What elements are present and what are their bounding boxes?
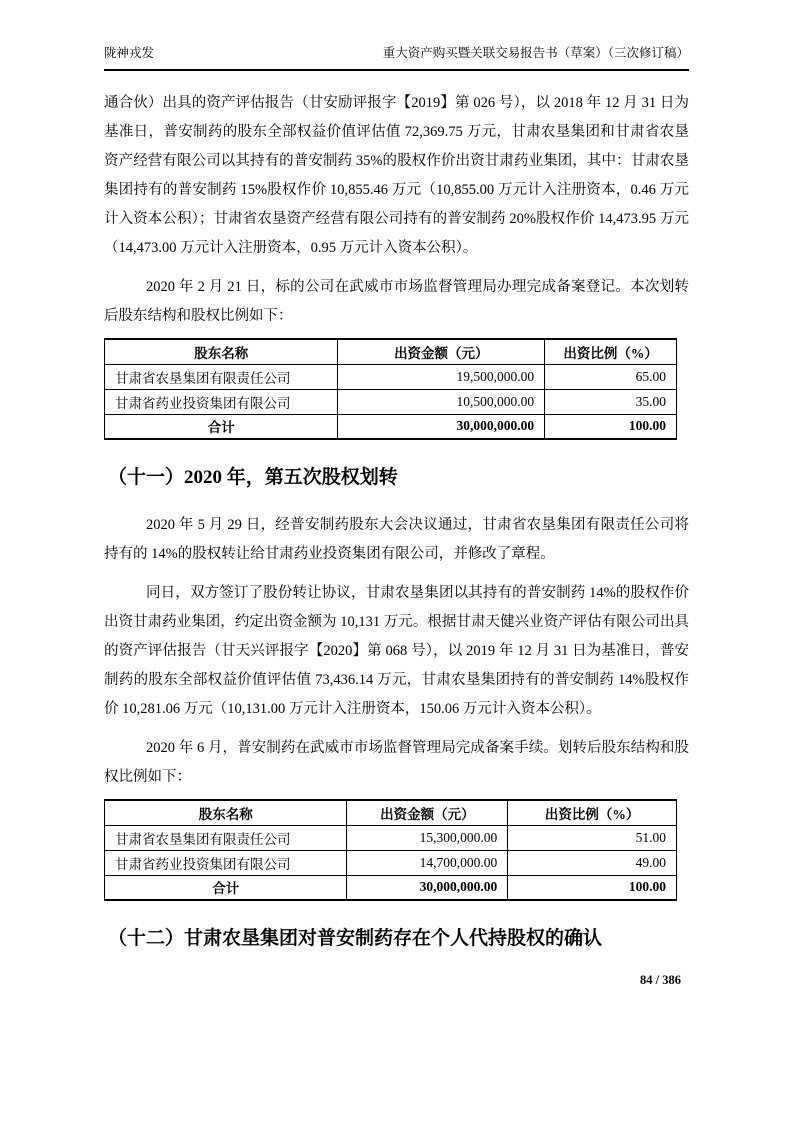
column-header-shareholder: 股东名称: [105, 800, 347, 825]
header-company-short-name: 陇神戎发: [104, 46, 155, 60]
shareholder-name: 甘肃省农垦集团有限责任公司: [105, 364, 338, 389]
shareholder-name: 甘肃省药业投资集团有限公司: [105, 850, 347, 875]
total-label: 合计: [105, 414, 338, 439]
header-report-title: 重大资产购买暨关联交易报告书（草案）（三次修订稿）: [382, 46, 689, 60]
column-header-capital: 出资金额（元）: [338, 339, 545, 364]
table-row: [105, 850, 677, 875]
total-label: 合计: [105, 875, 347, 900]
section-12-heading: （十二）甘肃农垦集团对普安制药存在个人代持股权的确认: [108, 928, 603, 949]
capital-amount: 19,500,000.00: [338, 364, 545, 389]
table-total-row: [105, 414, 677, 439]
shareholder-name: 甘肃省药业投资集团有限公司: [105, 389, 338, 414]
capital-ratio: 51.00: [508, 825, 677, 850]
total-ratio: 100.00: [508, 875, 677, 900]
capital-ratio: 49.00: [508, 850, 677, 875]
total-amount: 30,000,000.00: [347, 875, 508, 900]
column-header-capital: 出资金额（元）: [347, 800, 508, 825]
table-row: [105, 364, 677, 389]
table-header-row: [105, 800, 677, 825]
total-ratio: 100.00: [545, 414, 677, 439]
table-row: [105, 825, 677, 850]
document-body: [104, 89, 689, 988]
table-total-row: [105, 875, 677, 900]
capital-amount: 15,300,000.00: [347, 825, 508, 850]
capital-amount: 14,700,000.00: [347, 850, 508, 875]
capital-ratio: 65.00: [545, 364, 677, 389]
page-header: [104, 44, 689, 71]
shareholder-table-2: [104, 799, 677, 901]
capital-amount: 10,500,000.00: [338, 389, 545, 414]
total-amount: 30,000,000.00: [338, 414, 545, 439]
paragraph-filing-procedure: 2020 年 6 月，普安制药在武威市市场监督管理局完成备案手续。划转后股东结构和股权比例如下：: [104, 740, 689, 785]
shareholder-name: 甘肃省农垦集团有限责任公司: [105, 825, 347, 850]
paragraph-resolution: 2020 年 5 月 29 日，经普安制药股东大会决议通过，甘肃省农垦集团有限责任公司将持有的 14%的股权转让给甘肃药业投资集团有限公司，并修改了章程。: [104, 517, 689, 562]
page-number: 84 / 386: [640, 973, 681, 987]
column-header-ratio: 出资比例（%）: [508, 800, 677, 825]
paragraph-filing-registration: 2020 年 2 月 21 日，标的公司在武威市市场监督管理局办理完成备案登记。本次划转后股东结构和股权比例如下：: [104, 279, 689, 324]
shareholder-table-1: [104, 338, 677, 440]
section-11-heading: （十一）2020 年，第五次股权划转: [108, 467, 398, 488]
column-header-shareholder: 股东名称: [105, 339, 338, 364]
table-row: [105, 389, 677, 414]
column-header-ratio: 出资比例（%）: [545, 339, 677, 364]
paragraph-appraisal-continuation: 通合伙）出具的资产评估报告（甘安励评报字【2019】第 026 号），以 2018 年 12 月 31 日为基准日，普安制药的股东全部权益价值评估值 72,369.75 万元，甘肃农垦集团和甘肃省农垦资产经营有限公司以其持有的普安制药 35%的股权作价出资甘肃药业集团，其中：甘肃农垦集团持有的普安制药 15%股权作价 10,855.46 万元（10,855.00 万元计入注册资本，0.46 万元计入资本公积）；甘肃省农垦资产经营有限公司持有的普安制药 20%股权作价 14,473.95 万元（14,473.00 万元计入注册资本，0.95 万元计入资本公积）。: [104, 95, 689, 256]
capital-ratio: 35.00: [545, 389, 677, 414]
paragraph-transfer-agreement: 同日，双方签订了股份转让协议，甘肃农垦集团以其持有的普安制药 14%的股权作价出资甘肃药业集团，约定出资金额为 10,131 万元。根据甘肃天健兴业资产评估有限公司出具的资产评估报告（甘天兴评报字【2020】第 068 号），以 2019 年 12 月 31 日为基准日，普安制药的股东全部权益价值评估值 73,436.14 万元，甘肃农垦集团持有的普安制药 14%股权作价 10,281.06 万元（10,131.00 万元计入注册资本，150.06 万元计入资本公积）。: [104, 585, 689, 717]
table-header-row: [105, 339, 677, 364]
